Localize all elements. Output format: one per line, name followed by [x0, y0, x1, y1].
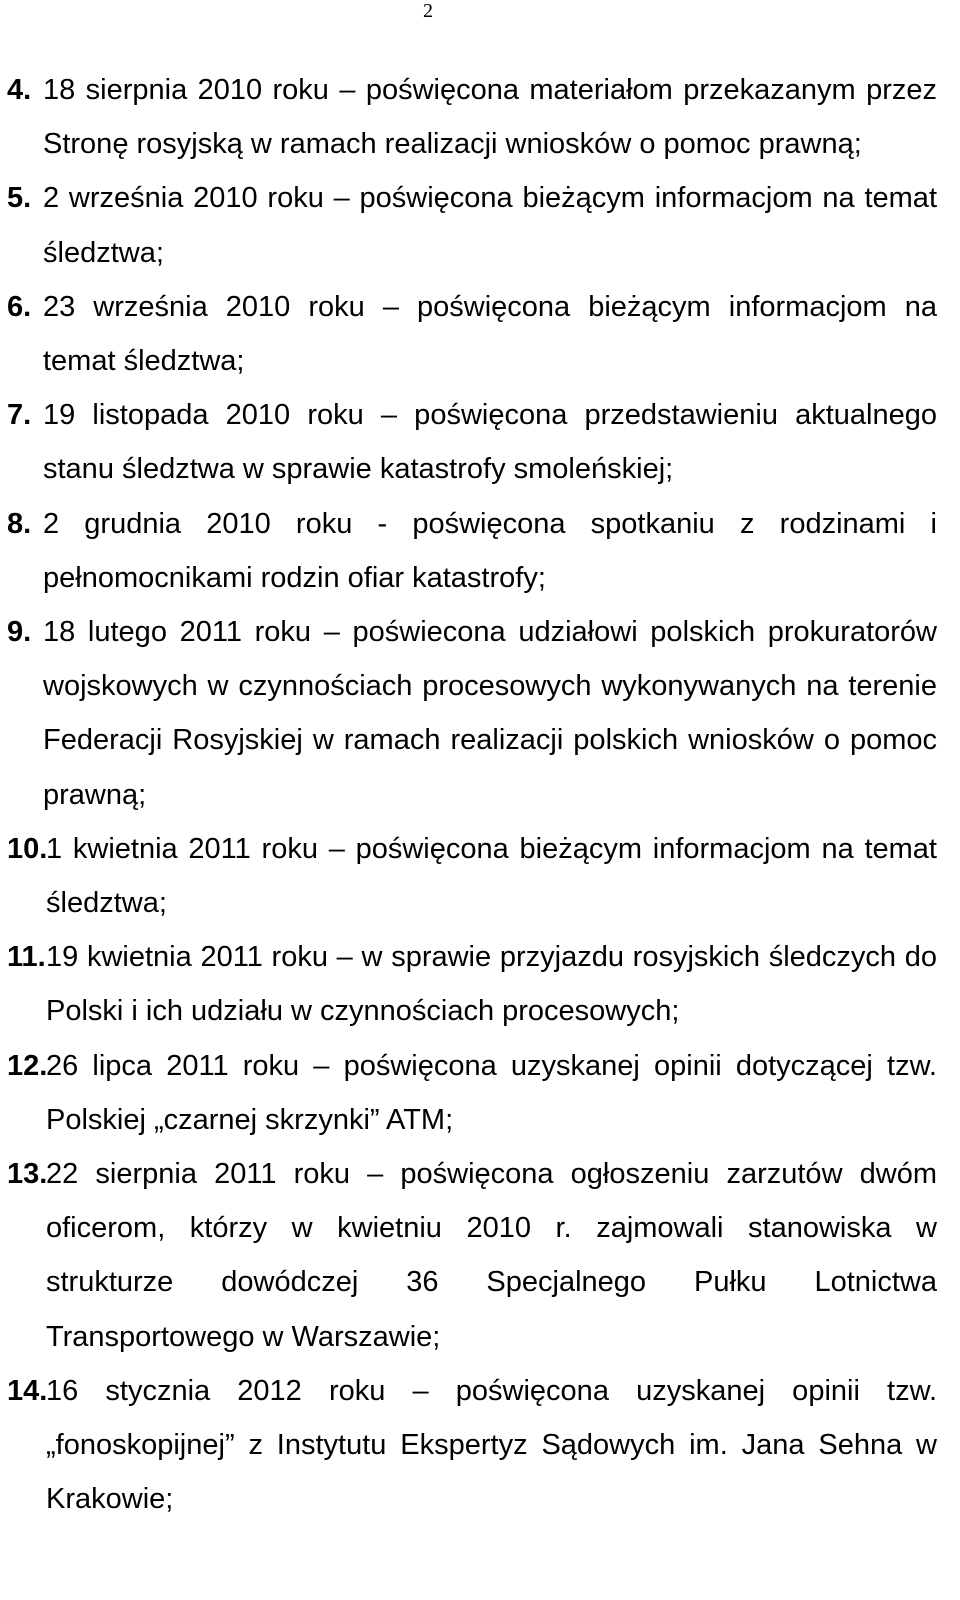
list-item — [7, 280, 937, 388]
item-text: 19 listopada 2010 roku – poświęcona przedstawieniu aktualnego stanu śledztwa w sprawie katastrofy smoleńskiej; — [43, 399, 937, 486]
item-text: 19 kwietnia 2011 roku – w sprawie przyjazdu rosyjskich śledczych do Polski i ich udziału w czynnościach procesowych; — [46, 941, 937, 1028]
list-item — [7, 822, 937, 930]
item-number: 6. — [7, 290, 32, 323]
list-item — [7, 605, 937, 822]
list-item — [7, 1147, 937, 1364]
item-text: 18 sierpnia 2010 roku – poświęcona materiałom przekazanym przez Stronę rosyjską w ramach realizacji wniosków o pomoc prawną; — [43, 74, 937, 161]
item-number: 4. — [7, 74, 32, 106]
item-number: 13. — [7, 1158, 48, 1191]
item-text: 18 lutego 2011 roku – poświecona udziałowi polskich prokuratorów wojskowych w czynnościach procesowych wykonywanych na terenie Federacji Rosyjskiej w ramach realizacji polskich wniosków o pomoc prawną; — [43, 616, 937, 811]
item-text: 2 września 2010 roku – poświęcona bieżącym informacjom na temat śledztwa; — [43, 182, 937, 269]
item-number: 7. — [7, 399, 32, 432]
item-text: 2 grudnia 2010 roku - poświęcona spotkaniu z rodzinami i pełnomocnikami rodzin ofiar katastrofy; — [43, 507, 937, 594]
list-item — [7, 497, 937, 605]
item-text: 23 września 2010 roku – poświęcona bieżącym informacjom na temat śledztwa; — [43, 290, 937, 378]
page-number: 2 — [423, 0, 433, 22]
item-text: 22 sierpnia 2011 roku – poświęcona ogłoszeniu zarzutów dwóm oficerom, którzy w kwietniu 2010 r. zajmowali stanowiska w strukturze dowódczej 36 Specjalnego Pułku Lotnictwa Transportowego w Warszawie; — [46, 1158, 937, 1353]
item-number: 8. — [7, 507, 32, 540]
item-text: 1 kwietnia 2011 roku – poświęcona bieżącym informacjom na temat śledztwa; — [46, 832, 937, 920]
meeting-list — [7, 63, 937, 1526]
item-number: 10. — [7, 832, 48, 865]
item-number: 11. — [7, 941, 46, 974]
list-item — [7, 1039, 937, 1147]
list-item — [7, 930, 937, 1038]
list-item — [7, 388, 937, 496]
list-item — [7, 63, 937, 171]
item-text: 16 stycznia 2012 roku – poświęcona uzyskanej opinii tzw. „fonoskopijnej” z Instytutu Ekspertyz Sądowych im. Jana Sehna w Krakowie; — [46, 1374, 937, 1516]
item-text: 26 lipca 2011 roku – poświęcona uzyskanej opinii dotyczącej tzw. Polskiej „czarnej skrzynki” ATM; — [46, 1049, 937, 1136]
list-item — [7, 171, 937, 279]
item-number: 14. — [7, 1374, 48, 1407]
item-number: 12. — [7, 1049, 48, 1082]
list-item — [7, 1364, 937, 1527]
item-number: 5. — [7, 182, 32, 215]
item-number: 9. — [7, 616, 32, 649]
